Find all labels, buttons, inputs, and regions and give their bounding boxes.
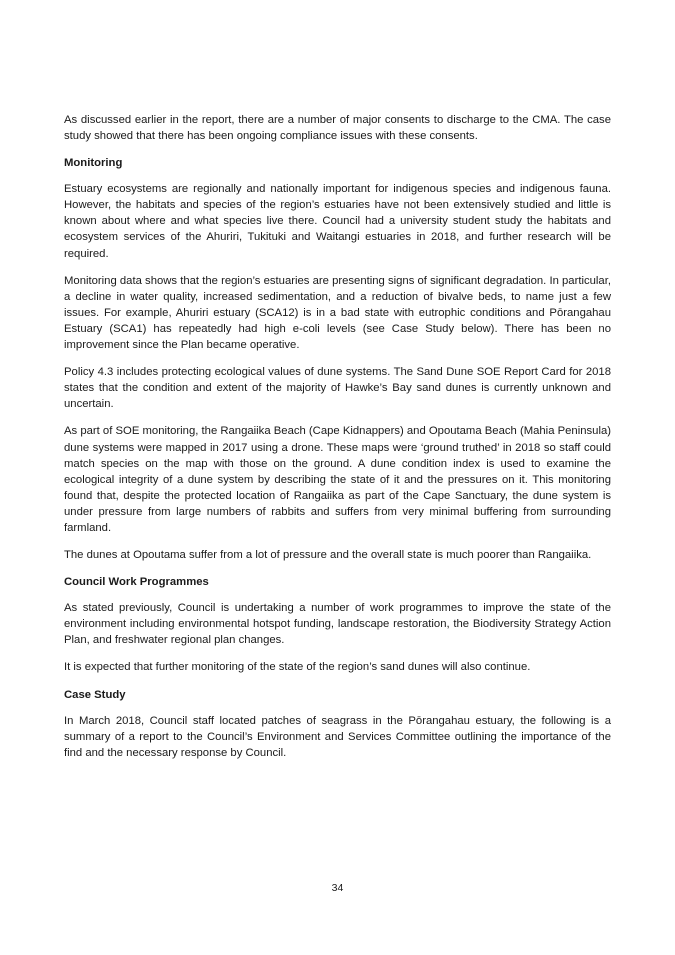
paragraph: It is expected that further monitoring of the state of the region’s sand dunes will also continue. [64, 661, 531, 674]
section-heading: Council Work Programmes [64, 576, 209, 589]
paragraph: As stated previously, Council is undertaking a number of work programmes to improve the state of the environment including environmental hotspot funding, landscape restoration, the Biodiversity Strategy Action Plan, and freshwater regional plan changes. [64, 602, 611, 647]
section-heading: Case Study [64, 688, 126, 701]
paragraph: Policy 4.3 includes protecting ecological values of dune systems. The Sand Dune SOE Report Card for 2018 states that the condition and extent of the majority of Hawke’s Bay sand dunes is currently unknown and uncertain. [64, 366, 611, 411]
section-heading: Monitoring [64, 157, 123, 170]
monitoring-section [64, 155, 611, 563]
document-body [64, 112, 611, 772]
council-work-programmes-section [64, 574, 611, 675]
page-number: 34 [331, 882, 344, 894]
paragraph: As part of SOE monitoring, the Rangaiika Beach (Cape Kidnappers) and Opoutama Beach (Mahia Peninsula) dune systems were mapped in 2017 using a drone. These maps were ‘ground truthed’ in 2018 so staff could match species on the map with those on the ground. A dune condition index is used to examine the ecological integrity of a dune system by describing the state of it and the pressures on it. This monitoring found that, despite the protected location of Rangaiika as part of the Cape Sanctuary, the dune system is under pressure from large numbers of rabbits and suffers from very minimal buffering from surrounding farmland. [64, 425, 611, 534]
case-study-section [64, 687, 611, 761]
intro-section [64, 112, 611, 144]
paragraph: Monitoring data shows that the region’s estuaries are presenting signs of significant degradation. In particular, a decline in water quality, increased sedimentation, and a reduction of bivalve beds, to name just a few issues. For example, Ahuriri estuary (SCA12) is in a bad state with eutrophic conditions and Pōrangahau Estuary (SCA1) has repeatedly had high e-coli levels (see Case Study below). There has been no improvement since the Plan became operative. [64, 274, 611, 352]
paragraph: Estuary ecosystems are regionally and nationally important for indigenous species and indigenous fauna. However, the habitats and species of the region’s estuaries have not been extensively studied and little is known about where and what species live there. Council had a university student study the habitats and ecosystem services of the Ahuriri, Tukituki and Waitangi estuaries in 2018, and further research will be required. [64, 183, 611, 260]
paragraph: In March 2018, Council staff located patches of seagrass in the Pōrangahau estuary, the following is a summary of a report to the Council’s Environment and Services Committee outlining the importance of the find and the necessary response by Council. [64, 714, 611, 759]
paragraph: As discussed earlier in the report, there are a number of major consents to discharge to the CMA. The case study showed that there has been ongoing compliance issues with these consents. [64, 114, 611, 143]
paragraph: The dunes at Opoutama suffer from a lot of pressure and the overall state is much poorer than Rangaiika. [64, 549, 592, 562]
